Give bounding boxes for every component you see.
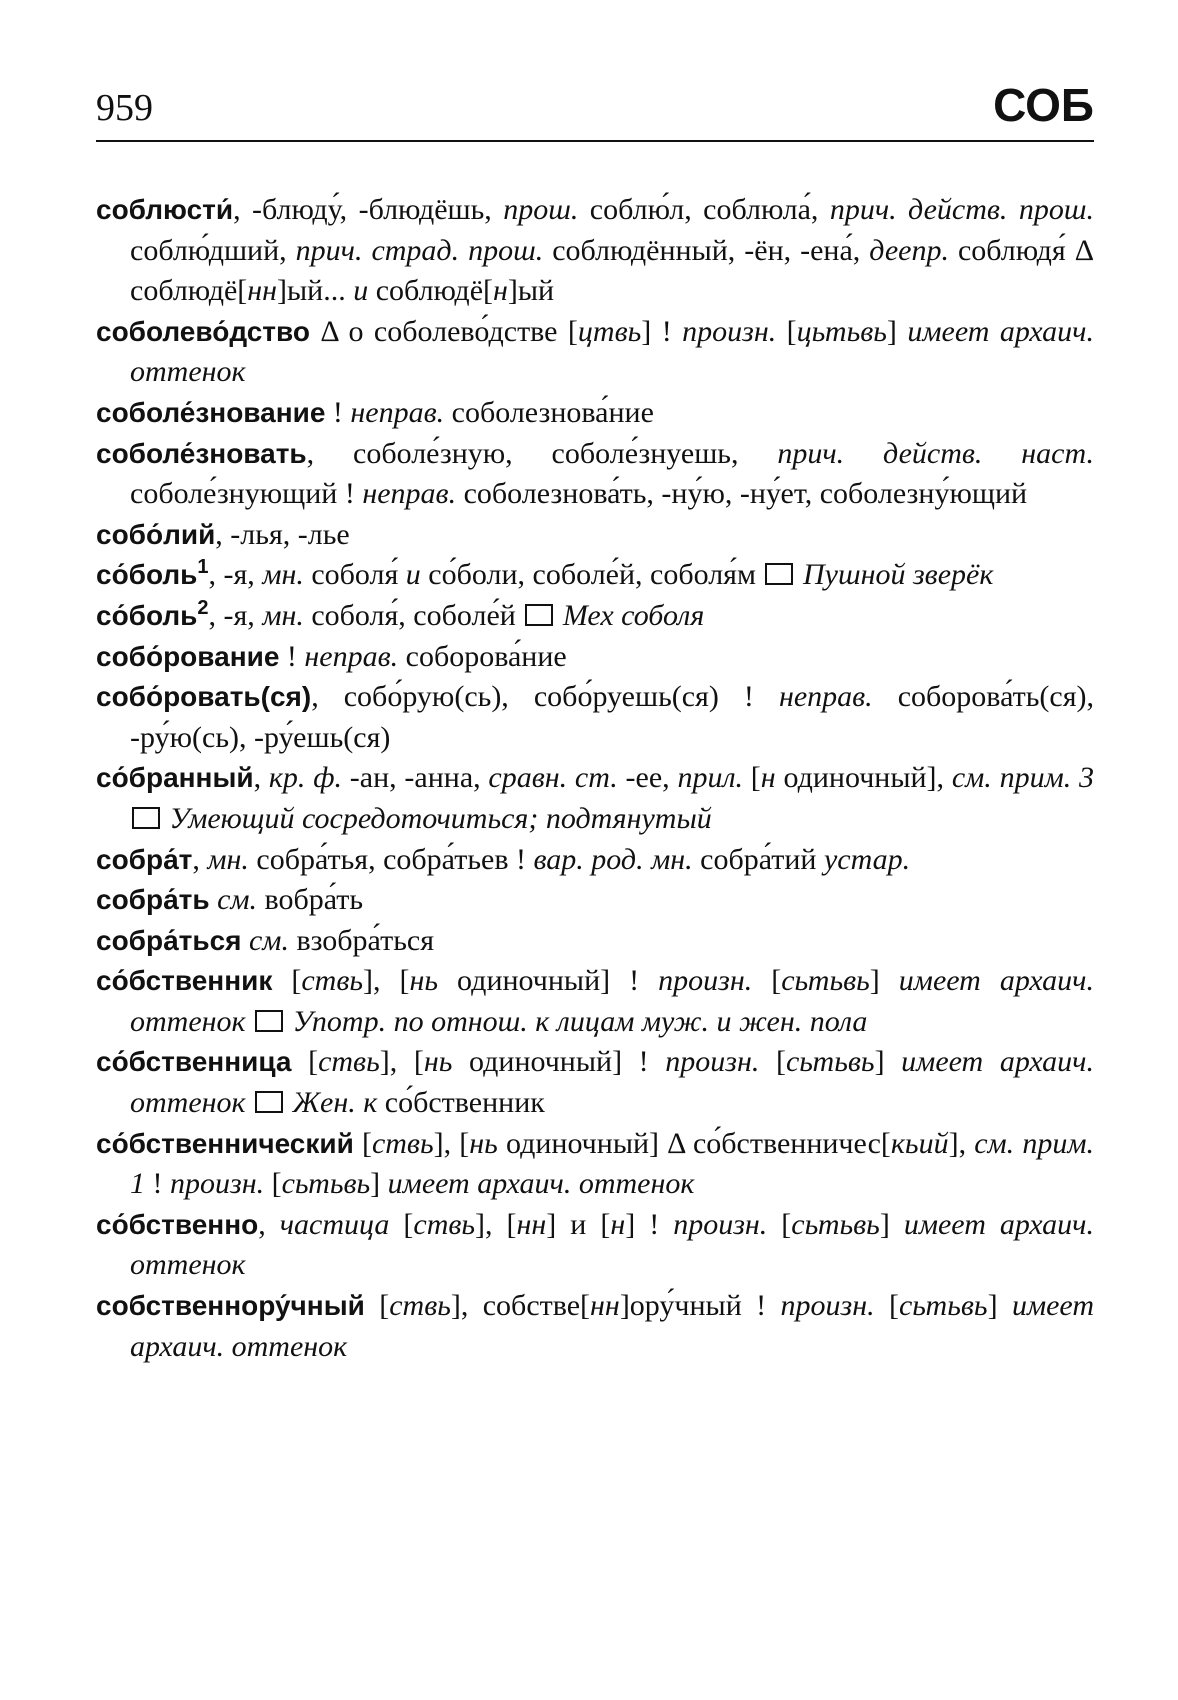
headword: со́бственно — [96, 1208, 259, 1240]
grammar-label: нн — [516, 1207, 547, 1241]
entry-text: [ — [272, 964, 302, 998]
entry-text: собра́тья, собра́тьев ! — [248, 842, 534, 876]
grammar-label: мн. — [262, 558, 304, 592]
entry-text: , — [192, 842, 208, 876]
entry-text: ] — [869, 964, 899, 998]
entry-text: ] — [874, 1045, 902, 1079]
grammar-label: имеет архаич. оттенок — [130, 314, 1094, 389]
entry-text: взобра́ться — [288, 923, 435, 957]
entry-text: [ — [874, 1289, 899, 1323]
entry-text: одиночный] Δ со́бственничес[ — [497, 1126, 891, 1160]
grammar-label: сравн. ст. — [488, 761, 618, 795]
entry-text: ] — [370, 1167, 388, 1201]
headword: собо́лий — [96, 518, 216, 550]
entry-text — [246, 1005, 254, 1038]
entry-text: ], [ — [433, 1126, 470, 1160]
dictionary-entry — [96, 758, 1094, 839]
entry-text: соблюдя́ Δ соблюдё[ — [130, 233, 1094, 308]
dictionary-entry — [96, 637, 1094, 678]
grammar-label: кьий — [890, 1126, 949, 1160]
dictionary-entry — [96, 190, 1094, 312]
entry-text: одиночный] ! — [438, 964, 659, 998]
entry-text: соблюдённый, -ён, -ена́, — [543, 233, 870, 267]
entry-text: ] и [ — [546, 1207, 611, 1241]
grammar-label: вар. род. мн. — [533, 842, 693, 876]
grammar-label: прич. действ. наст. — [777, 436, 1094, 470]
entry-text — [555, 599, 563, 632]
grammar-label: прич. страд. прош. — [295, 233, 544, 267]
homonym-number: 2 — [197, 596, 209, 619]
entry-text: [ — [767, 1207, 792, 1241]
entry-text: [ — [752, 964, 782, 998]
page-header — [96, 78, 1094, 142]
entry-text: соборова́ние — [398, 639, 567, 673]
entry-text: [ — [776, 314, 797, 348]
headword: собо́ровать(ся) — [96, 681, 312, 713]
grammar-label: цтвь — [577, 314, 642, 348]
grammar-label: неправ. — [362, 477, 457, 511]
grammar-label: см. прим. 3 — [951, 761, 1094, 795]
grammar-label: сьтьвь — [791, 1207, 880, 1241]
grammar-label: см. — [248, 923, 289, 957]
entry-text: , -я, — [208, 558, 263, 592]
entry-text: [ — [743, 761, 761, 795]
entry-text: ! — [279, 639, 305, 673]
entry-text — [246, 1086, 254, 1119]
entry-text: [ — [364, 1289, 390, 1323]
entry-text: ! — [325, 395, 351, 429]
grammar-label: частица — [279, 1207, 390, 1241]
entry-text: [ — [353, 1126, 372, 1160]
grammar-label: неправ. — [350, 395, 445, 429]
entry-text: [ — [291, 1045, 319, 1079]
grammar-label: произн. — [665, 1045, 760, 1079]
entry-text: ], собстве[ — [450, 1289, 591, 1323]
entry-text: ] ! — [625, 1207, 674, 1241]
grammar-label: имеет архаич. оттенок — [130, 1289, 1094, 1363]
entry-text — [285, 1005, 293, 1038]
grammar-label: Употр. по отнош. к лицам муж. и жен. пола — [292, 1004, 868, 1038]
entry-text: ] ! — [641, 314, 683, 348]
definition-box-icon — [525, 604, 553, 626]
entry-text: соблю́л, соблюла́, — [578, 193, 830, 226]
grammar-label: нь — [423, 1045, 453, 1079]
entry-text: соболезнова́ть, -ну́ю, -ну́ет, соболезну́ющий — [456, 477, 1028, 511]
entry-text — [210, 883, 218, 916]
grammar-label: мн. — [207, 842, 249, 876]
definition-box-icon — [132, 807, 160, 829]
entry-text — [162, 802, 170, 835]
entry-text: со́боли, соболе́й, соболя́м — [420, 558, 764, 592]
grammar-label: Умеющий сосредоточиться; подтянутый — [169, 801, 712, 835]
headword: соблюсти́ — [96, 194, 234, 225]
entry-text: , — [253, 761, 269, 795]
grammar-label: имеет архаич. оттенок — [130, 1045, 1094, 1120]
entry-text: ]ый... — [277, 274, 354, 308]
dictionary-entry — [96, 1286, 1094, 1367]
entry-text: [ — [389, 1207, 414, 1241]
grammar-label: деепр. — [869, 233, 949, 267]
grammar-label: и — [353, 274, 369, 308]
definition-box-icon — [255, 1010, 283, 1032]
grammar-label: н — [610, 1207, 626, 1241]
entry-text: ]ый — [507, 274, 555, 308]
dictionary-entries — [96, 190, 1094, 1367]
grammar-label: неправ. — [304, 639, 399, 673]
entry-text: вобра́ть — [257, 883, 364, 917]
definition-box-icon — [255, 1091, 283, 1113]
running-head: СОБ — [993, 79, 1094, 131]
entry-text: , собо́рую(сь), собо́руешь(ся) ! — [311, 680, 779, 714]
headword: со́бственник — [96, 965, 273, 997]
entry-text: , соболе́зную, соболе́знуешь, — [306, 436, 778, 470]
entry-text: соболя́ — [303, 558, 406, 592]
grammar-label: имеет архаич. оттенок — [387, 1167, 695, 1201]
dictionary-entry — [96, 961, 1094, 1042]
entry-text: соболе́знующий ! — [130, 477, 363, 511]
grammar-label: произн. — [658, 964, 753, 998]
grammar-label: произн. — [780, 1289, 875, 1323]
page-number: 959 — [96, 87, 153, 129]
grammar-label: Пушной зверёк — [802, 558, 994, 592]
entry-text — [285, 1086, 293, 1119]
entry-text: соблю́дший, — [130, 233, 296, 267]
dictionary-entry — [96, 393, 1094, 434]
grammar-label: ствь — [301, 964, 364, 998]
entry-text: , -лья, -лье — [215, 517, 350, 551]
definition-box-icon — [765, 563, 793, 585]
grammar-label: нь — [409, 964, 439, 998]
grammar-label: нн — [590, 1289, 620, 1323]
grammar-label: прош. — [503, 193, 579, 226]
grammar-label: цьтьвь — [796, 314, 887, 348]
headword: со́бранный — [96, 762, 254, 794]
grammar-label: сьтьвь — [898, 1289, 988, 1323]
grammar-label: прич. действ. прош. — [829, 193, 1094, 226]
grammar-label: сьтьвь — [781, 964, 870, 998]
dictionary-entry — [96, 596, 1094, 637]
grammar-label: и — [405, 558, 421, 592]
grammar-label: Жен. к — [292, 1086, 378, 1120]
entry-text: , — [258, 1207, 280, 1241]
entry-text: , -я, — [208, 598, 263, 632]
entry-text: , -блюду́, -блюдёшь, — [233, 193, 504, 226]
entry-text: ] — [886, 314, 908, 348]
entry-text: ] — [879, 1207, 904, 1241]
entry-text: со́бственник — [377, 1086, 545, 1120]
headword: соболе́зновать — [96, 437, 307, 469]
grammar-label: мн. — [262, 598, 304, 632]
grammar-label: сьтьвь — [281, 1167, 371, 1201]
grammar-label: неправ. — [778, 680, 873, 714]
entry-text: ], [ — [379, 1045, 424, 1079]
grammar-label: устар. — [823, 842, 911, 876]
dictionary-entry — [96, 1124, 1094, 1205]
homonym-number: 1 — [197, 556, 209, 579]
dictionary-entry — [96, 677, 1094, 758]
grammar-label: ствь — [318, 1045, 380, 1079]
entry-text: соблюдё[ — [368, 274, 493, 308]
entry-text: соборова́ть(ся), -ру́ю(сь), -ру́ешь(ся) — [130, 680, 1094, 754]
entry-text: ], — [948, 1126, 975, 1160]
dictionary-entry — [96, 1042, 1094, 1123]
grammar-label: нн — [247, 274, 278, 308]
dictionary-entry — [96, 555, 1094, 596]
headword: со́боль — [96, 599, 198, 631]
grammar-label: см. — [217, 883, 258, 917]
dictionary-entry — [96, 312, 1094, 393]
entry-text: одиночный], — [775, 761, 952, 795]
entry-text: ! — [145, 1167, 170, 1201]
grammar-label: см. прим. 1 — [130, 1126, 1094, 1201]
dictionary-entry — [96, 515, 1094, 556]
headword: собра́ться — [96, 924, 242, 956]
entry-text: соболезнова́ние — [444, 395, 654, 429]
entry-text: ]ору́чный ! — [619, 1289, 781, 1323]
grammar-label: Мех соболя — [562, 598, 705, 632]
headword: собра́ть — [96, 884, 210, 916]
entry-text: -ее, — [617, 761, 678, 795]
grammar-label: ствь — [389, 1289, 451, 1323]
grammar-label: н — [493, 274, 508, 308]
dictionary-entry — [96, 434, 1094, 515]
entry-text: Δ о соболево́дстве [ — [309, 314, 578, 348]
headword: со́боль — [96, 559, 198, 591]
entry-text — [795, 558, 803, 591]
grammar-label: ствь — [371, 1126, 434, 1160]
headword: собо́рование — [96, 640, 280, 672]
grammar-label: произн. — [170, 1167, 265, 1201]
grammar-label: произн. — [673, 1207, 768, 1241]
grammar-label: нь — [469, 1126, 498, 1160]
grammar-label: сьтьвь — [785, 1045, 875, 1079]
headword: соболе́знование — [96, 396, 326, 428]
headword: соболево́дство — [96, 315, 310, 347]
dictionary-entry — [96, 840, 1094, 881]
entry-text: собра́тий — [692, 842, 824, 876]
grammar-label: произн. — [682, 314, 777, 348]
grammar-label: имеет архаич. оттенок — [130, 1207, 1094, 1282]
headword: собра́т — [96, 843, 193, 875]
entry-text — [241, 924, 249, 957]
entry-text: [ — [759, 1045, 786, 1079]
entry-text: [ — [264, 1167, 282, 1201]
entry-text: соболя́, соболе́й — [303, 598, 524, 632]
grammar-label: кр. ф. — [268, 761, 342, 795]
entry-text: одиночный] ! — [452, 1045, 666, 1079]
grammar-label: ствь — [413, 1207, 476, 1241]
dictionary-entry — [96, 880, 1094, 921]
headword: со́бственнический — [96, 1127, 354, 1159]
grammar-label: н — [760, 761, 776, 795]
entry-text: -ан, -анна, — [342, 761, 489, 795]
entry-text: ], [ — [475, 1207, 517, 1241]
entry-text: ], [ — [363, 964, 410, 998]
entry-text: ] — [987, 1289, 1012, 1323]
grammar-label: прил. — [677, 761, 744, 795]
dictionary-entry — [96, 1205, 1094, 1286]
dictionary-entry — [96, 921, 1094, 962]
grammar-label: имеет архаич. оттенок — [130, 964, 1094, 1038]
headword: со́бственница — [96, 1046, 292, 1078]
headword: собственнору́чный — [96, 1290, 365, 1322]
